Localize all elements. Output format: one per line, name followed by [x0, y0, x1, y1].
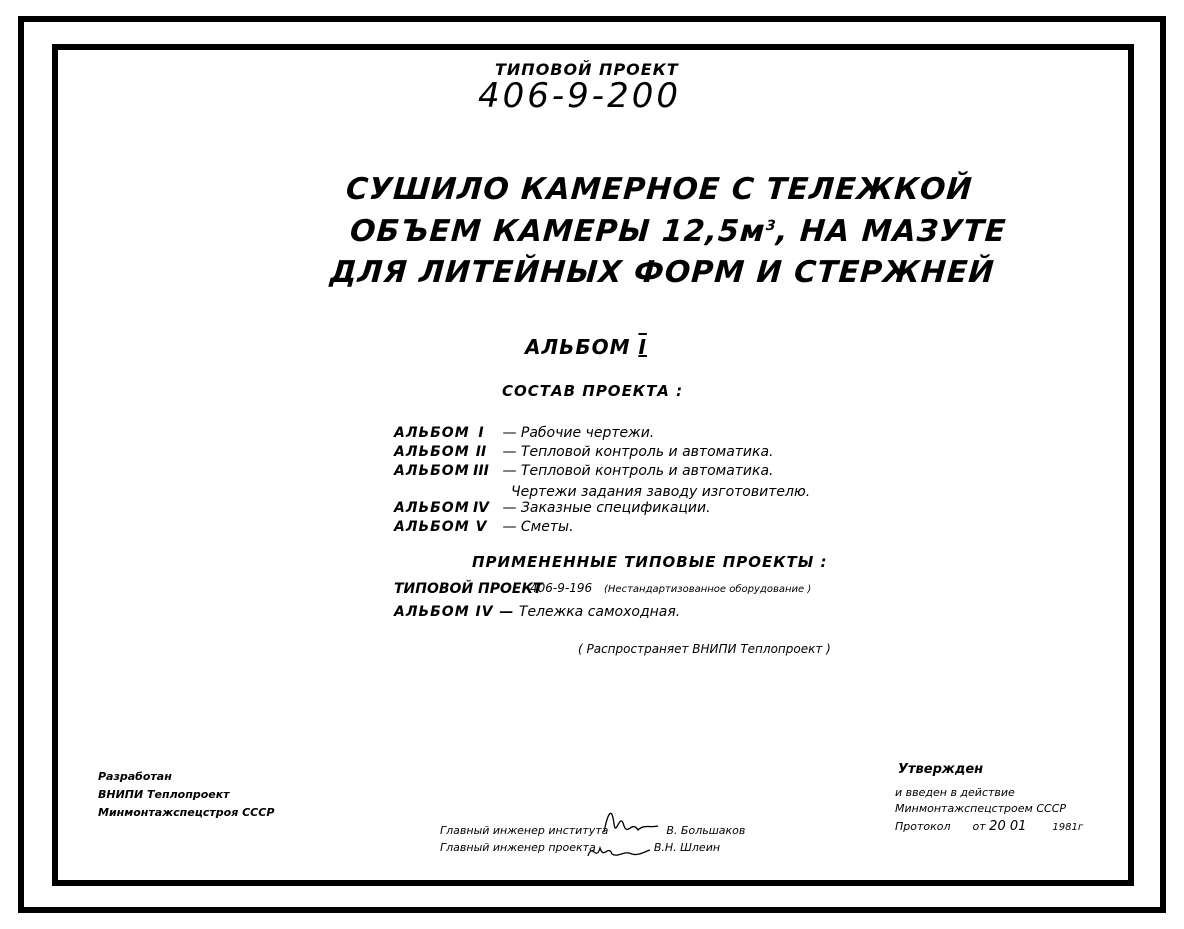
composition-heading: СОСТАВ ПРОЕКТА : — [502, 382, 684, 400]
composition-item: АЛЬБОМ III — Тепловой контроль и автоматика. — [394, 463, 774, 479]
title-line-2: ОБЪЕМ КАМЕРЫ $12,5м^3$, НА МАЗУТЕ — [348, 214, 1008, 249]
chief-institute-engineer: Главный инженер института В. Большаков — [440, 824, 746, 837]
distribution-note: ( Распространяет ВНИПИ Теплопроект ) — [578, 642, 831, 656]
applied-album: АЛЬБОМ IV — Тележка самоходная. — [394, 604, 681, 620]
title-line-1: СУШИЛО КАМЕРНОЕ С ТЕЛЕЖКОЙ — [344, 172, 974, 207]
developer-line-2: ВНИПИ Теплопроект — [98, 788, 230, 801]
project-number: 406-9-200 — [478, 76, 681, 116]
composition-item-continuation: Чертежи задания заводу изготовителю. — [511, 484, 811, 500]
project-type-label: ТИПОВОЙ ПРОЕКТ — [495, 60, 679, 79]
title-line-3: ДЛЯ ЛИТЕЙНЫХ ФОРМ И СТЕРЖНЕЙ — [328, 255, 996, 290]
chief-project-engineer: Главный инженер проекта В.Н. Шлеин — [440, 841, 721, 854]
signature-shlein — [584, 836, 654, 866]
composition-item: АЛЬБОМ IV — Заказные спецификации. — [394, 500, 711, 516]
applied-projects-heading: ПРИМЕНЕННЫЕ ТИПОВЫЕ ПРОЕКТЫ : — [472, 553, 828, 571]
album-heading: АЛЬБОМ I — [525, 335, 647, 359]
approval-title: Утвержден — [898, 762, 984, 777]
applied-project-label: ТИПОВОЙ ПРОЕКТ — [394, 581, 543, 597]
applied-project-number: 406-9-196 — [530, 581, 593, 595]
approval-line-1: и введен в действие — [895, 786, 1015, 799]
composition-item: АЛЬБОМ V — Сметы. — [394, 519, 574, 535]
developer-line-3: Минмонтажспецстроя СССР — [98, 806, 275, 819]
approval-protocol: Протокол от 20 01 1981г — [895, 819, 1084, 834]
approval-line-2: Минмонтажспецстроем СССР — [895, 802, 1067, 815]
applied-project-note: (Нестандартизованное оборудование ) — [604, 584, 812, 595]
developer-line-1: Разработан — [98, 770, 172, 783]
composition-item: АЛЬБОМ I — Рабочие чертежи. — [394, 425, 655, 441]
composition-item: АЛЬБОМ II — Тепловой контроль и автоматика. — [394, 444, 774, 460]
